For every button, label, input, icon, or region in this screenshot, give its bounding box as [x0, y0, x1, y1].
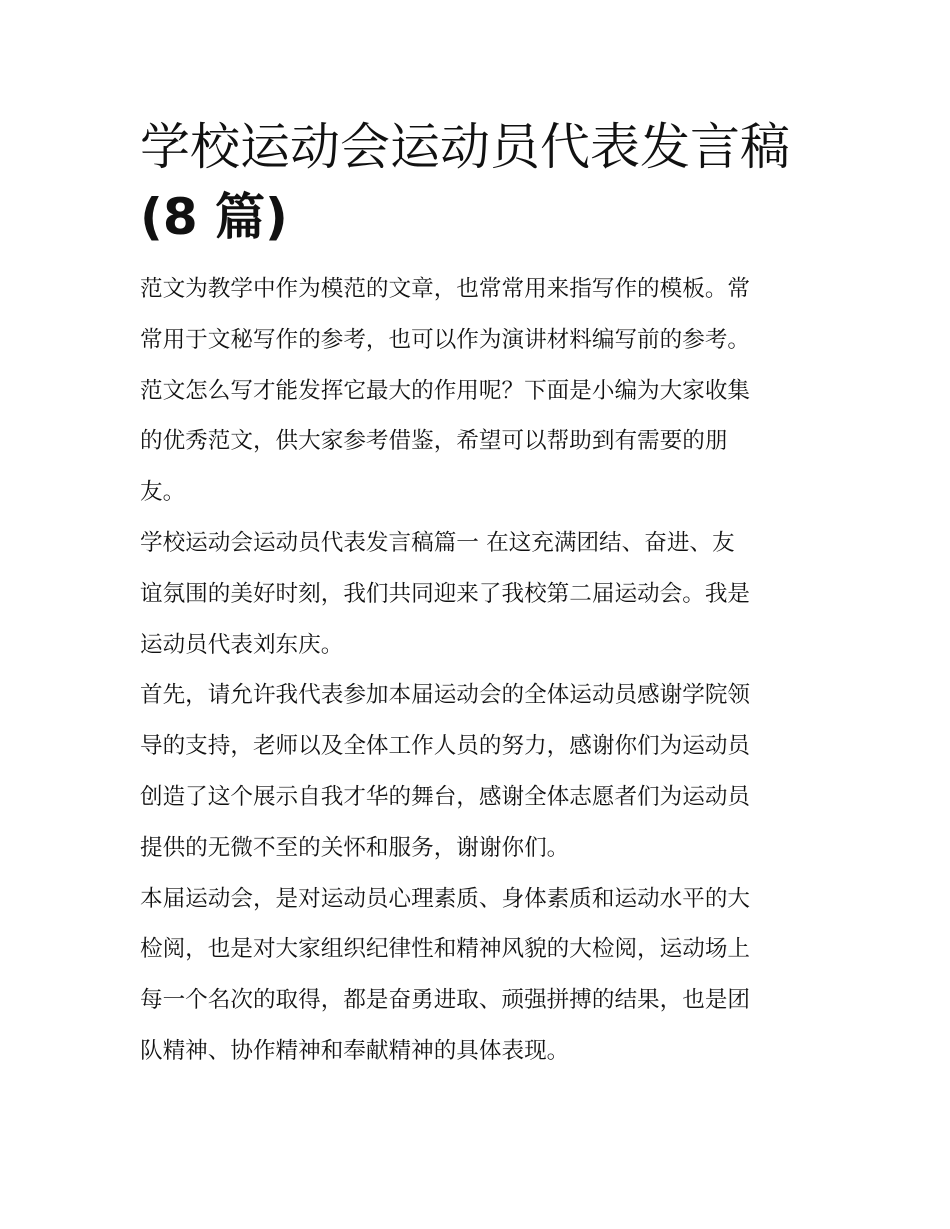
- paragraph-line: 首先，请允许我代表参加本届运动会的全体运动员感谢学院领: [140, 682, 751, 709]
- paragraph-line: 运动员代表刘东庆。: [140, 631, 344, 658]
- title-suffix: (8 篇): [140, 188, 288, 246]
- paragraph-line: 谊氛围的美好时刻，我们共同迎来了我校第二届运动会。我是: [140, 580, 751, 607]
- paragraph-line: 友。: [140, 479, 186, 506]
- paragraph-line: 的优秀范文，供大家参考借鉴，希望可以帮助到有需要的朋: [140, 428, 728, 455]
- paragraph-line: 范文为教学中作为模范的文章，也常常用来指写作的模板。常: [140, 276, 751, 302]
- paragraph-speech-opening: [140, 518, 815, 670]
- paragraph-line: 检阅，也是对大家组织纪律性和精神风貌的大检阅，运动场上: [140, 936, 751, 963]
- paragraph-line: 队精神、协作精神和奉献精神的具体表现。: [140, 1037, 570, 1064]
- paragraph-line: 每一个名次的取得，都是奋勇进取、顽强拼搏的结果，也是团: [140, 987, 751, 1014]
- document-body: [140, 112, 815, 1077]
- paragraph-intro: [140, 264, 815, 518]
- paragraph-line: 导的支持，老师以及全体工作人员的努力，感谢你们为运动员: [140, 733, 751, 760]
- paragraph-line: 本届运动会，是对运动员心理素质、身体素质和运动水平的大: [140, 885, 751, 912]
- document-title: [140, 112, 815, 252]
- paragraph-line: 学校运动会运动员代表发言稿篇一 在这充满团结、奋进、友: [140, 529, 735, 556]
- paragraph-review: [140, 874, 815, 1077]
- paragraph-line: 范文怎么写才能发挥它最大的作用呢？下面是小编为大家收集: [140, 377, 751, 404]
- paragraph-thanks: [140, 670, 815, 873]
- paragraph-line: 提供的无微不至的关怀和服务，谢谢你们。: [140, 834, 570, 861]
- paragraph-line: 常用于文秘写作的参考，也可以作为演讲材料编写前的参考。: [140, 326, 751, 353]
- title-main: 学校运动会运动员代表发言稿: [140, 118, 790, 176]
- paragraph-line: 创造了这个展示自我才华的舞台，感谢全体志愿者们为运动员: [140, 783, 751, 810]
